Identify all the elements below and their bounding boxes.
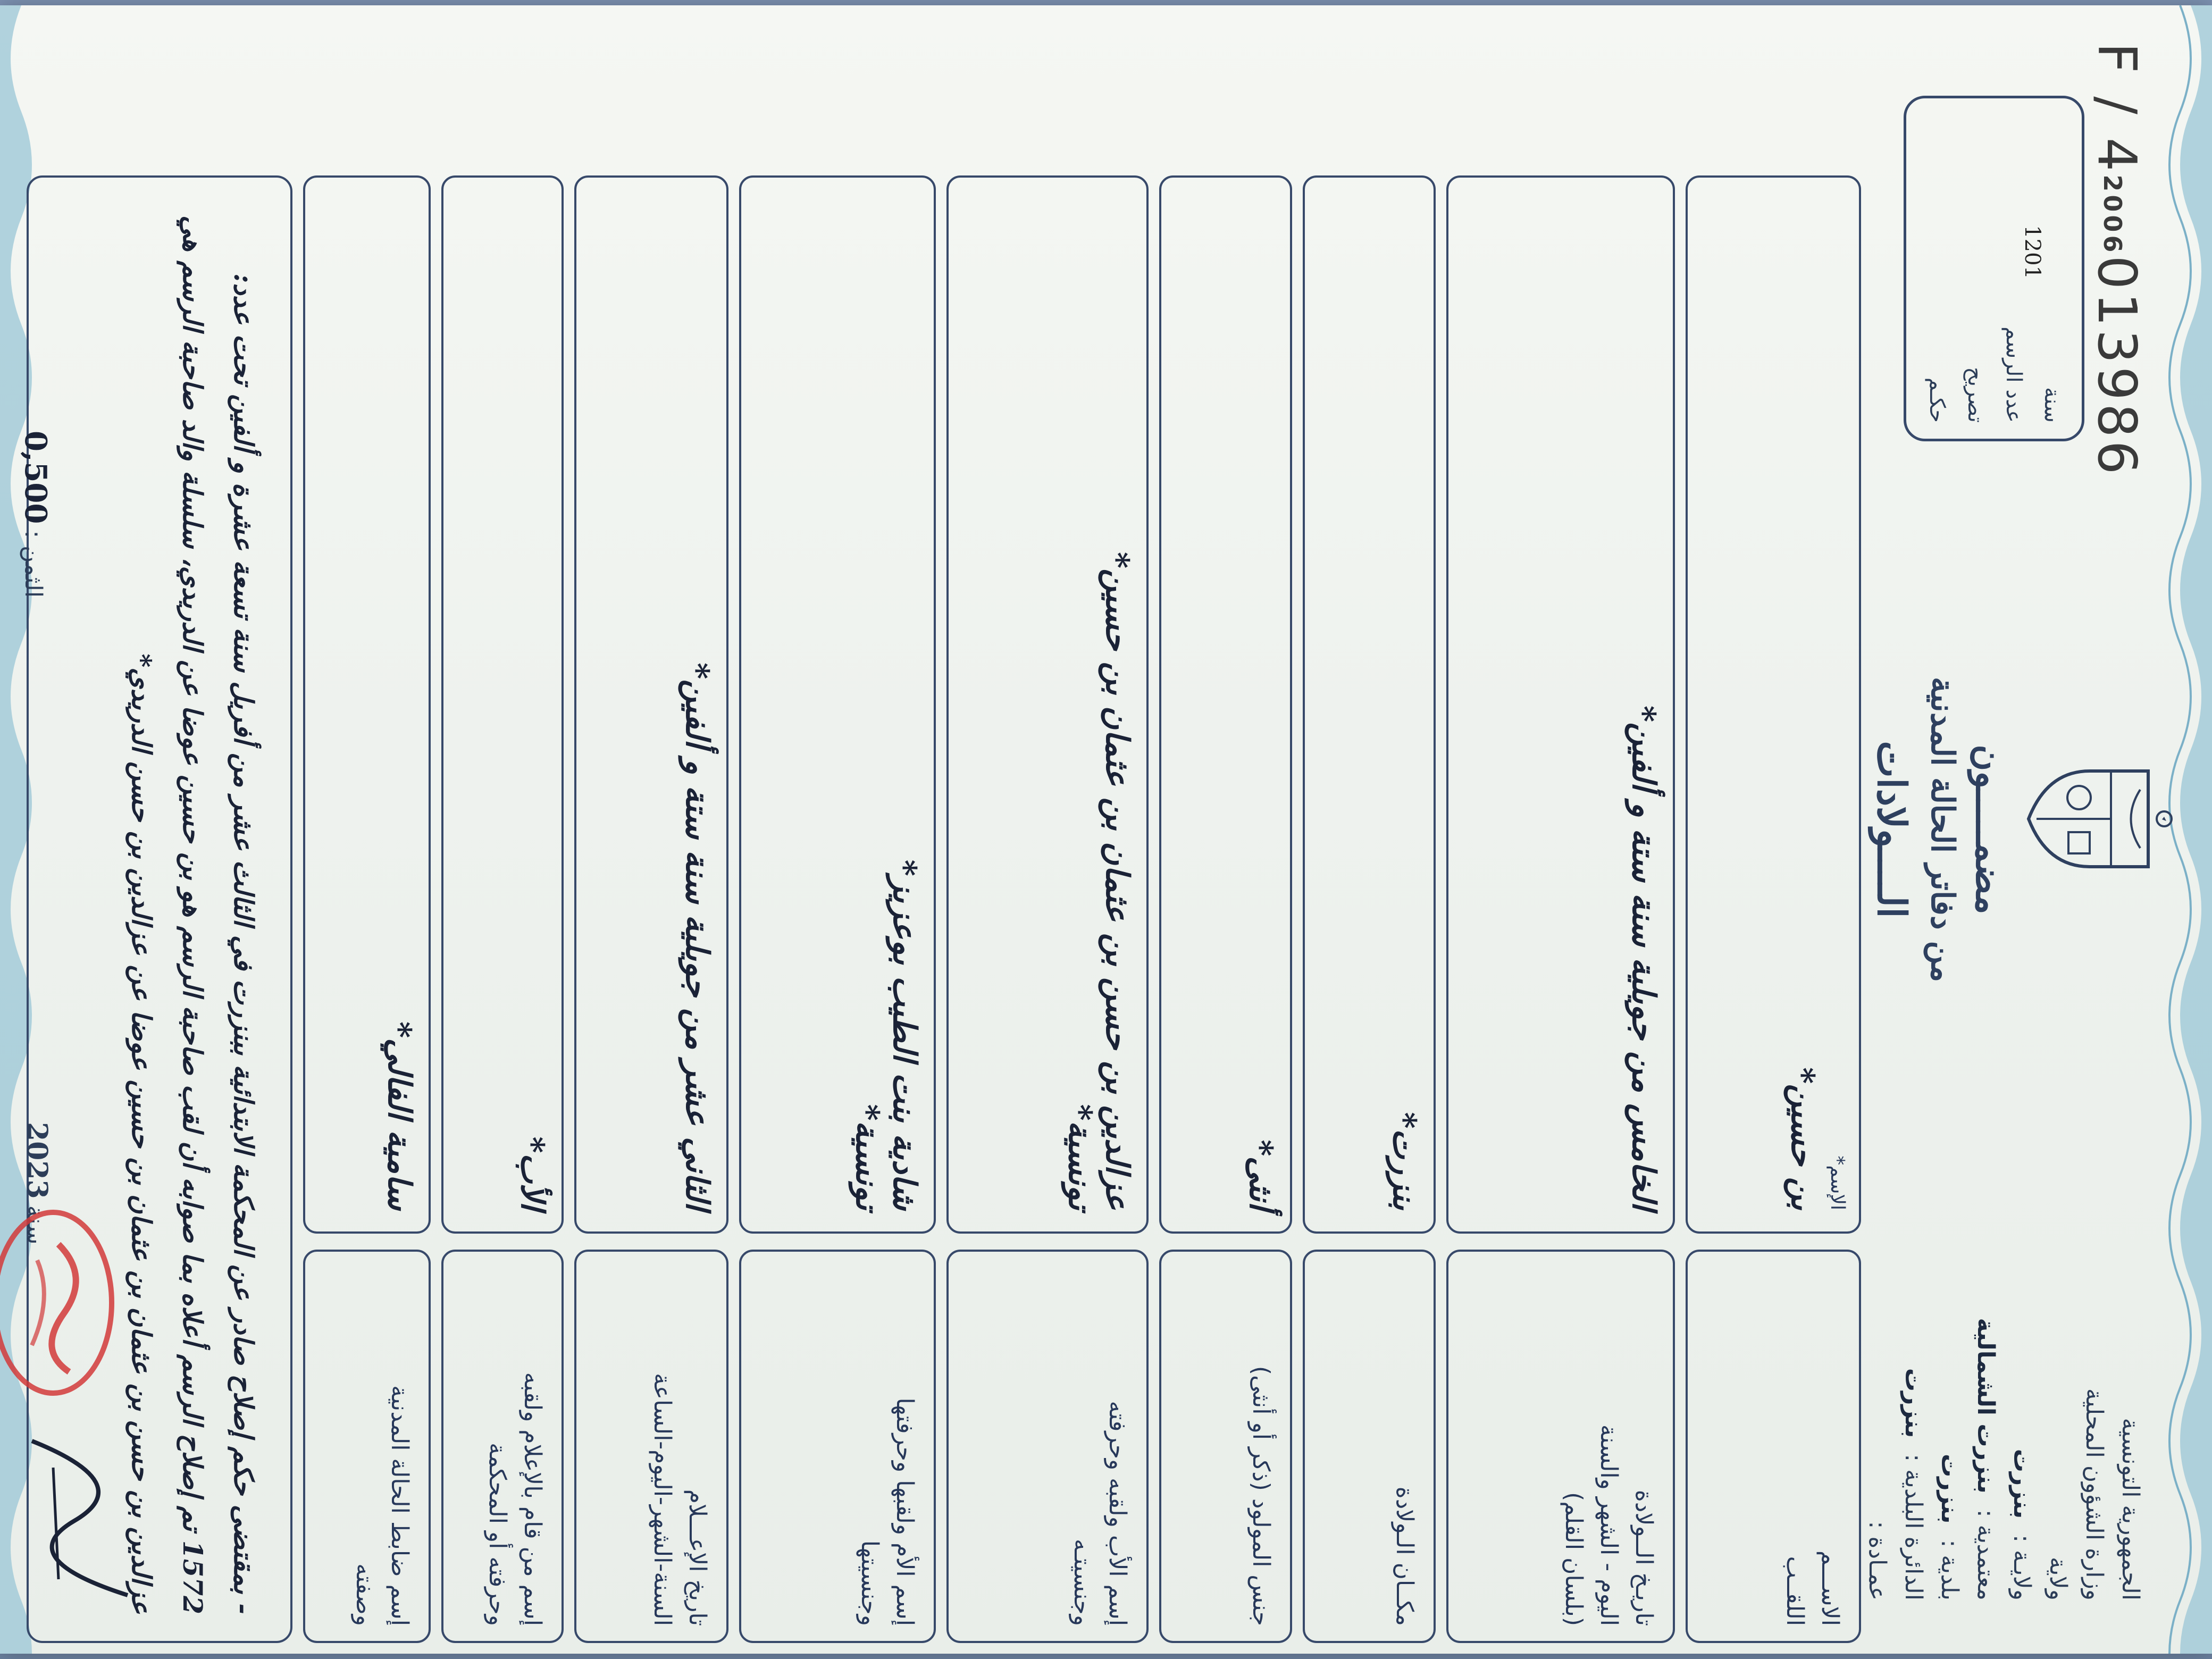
row-father: إسم الأب ولقبه وحرفته وجنسيتـه عزالدين بن حسن بن عثمان بن عثمان بن حسين* تونسية*: [946, 175, 1149, 1643]
field-municipality: بلدية :بنزرت: [1936, 1454, 1963, 1601]
field-delegation: معتمدية :بنزرت الشمالية: [1972, 1318, 1999, 1601]
year-value: 2023: [21, 1122, 53, 1199]
title-registers: من دفاتر الحالة المدنية: [1924, 676, 1961, 983]
value-declaration-date: الثاني عشر من جويلية سنة ستة و ألفين*: [678, 663, 716, 1210]
signature-icon: [0, 1420, 160, 1622]
value-birth-date: الخامس من جويلية سنة ستة و ألفين*: [1625, 705, 1662, 1210]
value-birth-place: بنزرت*: [1386, 1112, 1423, 1210]
year-line: سنة2023: [21, 1122, 53, 1245]
serial-number: F / 42006013986: [2086, 43, 2148, 478]
row-declaration-date: تاريخ الإعـــلام السنة-الشهر-اليوم-الساعة الثاني عشر من جويلية سنة ستة و ألفين*: [574, 175, 728, 1643]
field-municipal-district: الدائرة البلدية :بنزرت: [1900, 1368, 1927, 1601]
tunisia-coat-of-arms-icon: [2021, 739, 2180, 899]
record-table: [303, 175, 1861, 1643]
row-name: الاســـم اللقــب الإسم* بن حسين*: [1686, 175, 1861, 1643]
value-surname: بن حسين*: [1784, 1067, 1821, 1210]
value-mother: شادية بنت الطيب بوعزيز*: [886, 859, 923, 1210]
country-name: الجمهورية التونسية: [2117, 1418, 2144, 1601]
value-mother-nationality: تونسية*: [849, 1104, 886, 1210]
registration-box: [1904, 96, 2084, 441]
value-father: عزالدين بن حسن بن عثمان بن عثمان بن حسين*: [1099, 551, 1136, 1210]
reg-label-judgment: حكـم: [1925, 377, 1949, 423]
ministry-name: وزارة الشؤون المحلية: [2081, 1388, 2108, 1601]
reg-value-record-number: 1201: [2020, 225, 2045, 279]
correction-note: - بمقتضى حكم إصلاح صادر عن المحكمة الابتدائية ببنزرت في الثالث عشر من أفريل سنة تسعة عشرة و ألفين تحت عدد: 1572 تم إصلاح الرسم أعلاه بما صوابه أن لقب صاحبة الرسم هو بن حسين عوضا عن الدريدي، سلسلة والد صاحبة الرسم هي عزالدين بن حسن بن عثمان بن عثمان بن حسين عوضا عن عزالدين بن حسن الدريدي*: [126, 215, 259, 1614]
birth-certificate-document: [0, 5, 2212, 1654]
field-governorate: ولايـة :بنزرت: [2008, 1448, 2035, 1601]
field-sector: عمـادة :: [1864, 1521, 1891, 1601]
document-title: [1869, 510, 2010, 1149]
row-mother: إسم الأم ولقبها وحرفتها وجنسيتها شادية بنت الطيب بوعزيز* تونسية*: [739, 175, 936, 1643]
price-value: 0,500: [18, 431, 53, 524]
reg-label-record-number: عدد الرسم: [2001, 326, 2026, 423]
row-registrar: إسم ضابط الحالة المدنية وصفته سامية الفالي*: [303, 175, 431, 1643]
official-stamp-icon: [0, 1202, 128, 1404]
price-line: الثمن :0,500: [18, 431, 53, 598]
ministry-sub: ولاية: [2045, 1556, 2072, 1601]
row-birth-place: مكــان الـولادة بنزرت*: [1303, 175, 1436, 1643]
row-gender: جنس المولود (ذكر أو أنثى) أنثى*: [1159, 175, 1292, 1643]
row-birth-date: تاريـخ الــولادة اليوم - الشهر والسنة (بلسان القلم) الخامس من جويلية سنة ستة و ألفين*: [1446, 175, 1675, 1643]
value-registrar: سامية الفالي*: [381, 1021, 418, 1210]
value-declarant: الأب*: [514, 1136, 551, 1210]
title-summary: مضمـــــون: [1967, 744, 2010, 915]
row-declarant: إسم من قام بالإعلام ولقبه وحرفته أو المحكمة الأب*: [441, 175, 564, 1643]
value-gender: أنثى*: [1242, 1139, 1279, 1210]
reg-label-declaration: تصريح: [1963, 367, 1988, 423]
title-births: الــــولادات: [1869, 741, 1914, 918]
value-father-nationality: تونسية*: [1061, 1104, 1099, 1210]
reg-label-year: سنة: [2040, 387, 2064, 423]
